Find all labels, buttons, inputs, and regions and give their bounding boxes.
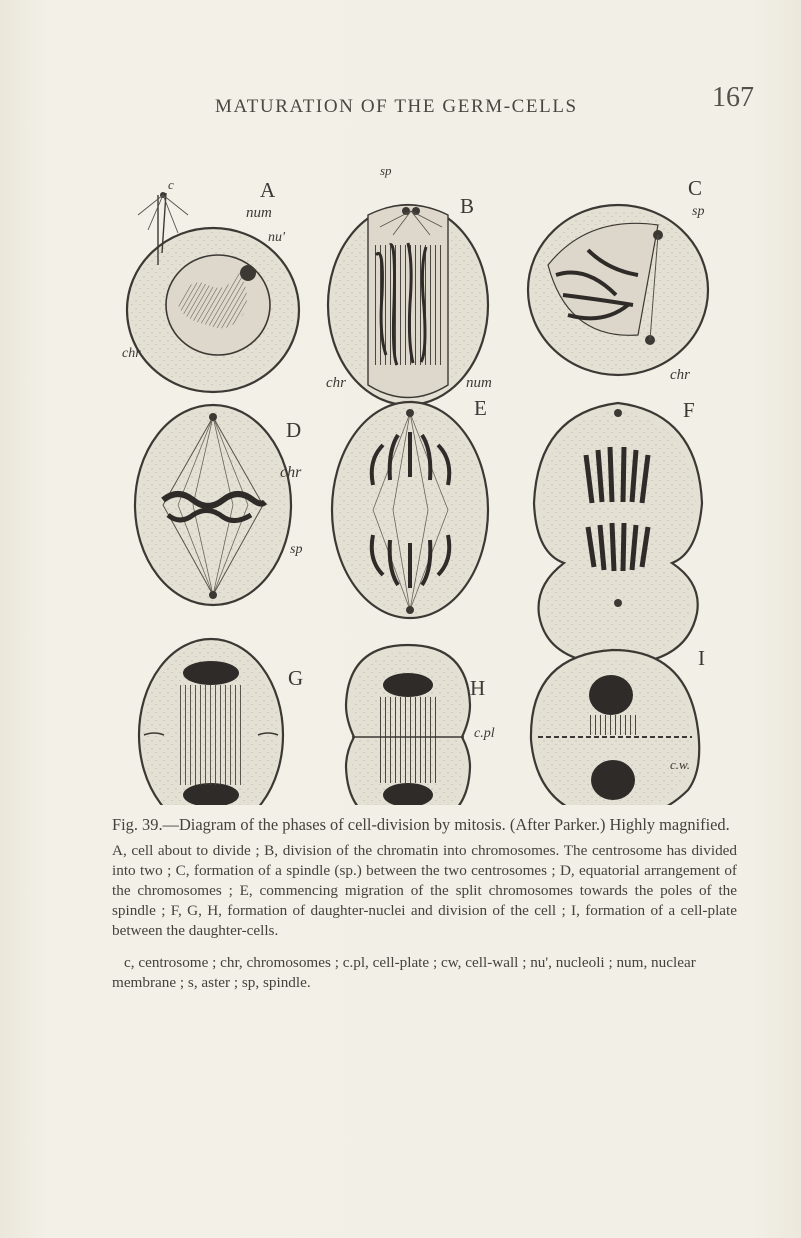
- panel-label-h: H: [470, 676, 486, 700]
- panel-c-cell: [528, 205, 708, 375]
- label-b-num: num: [466, 375, 492, 391]
- panel-label-g: G: [288, 666, 304, 690]
- label-b-chr: chr: [326, 375, 346, 391]
- panel-f-cell: [534, 403, 702, 665]
- panel-label-b: B: [460, 194, 475, 218]
- page-number: 167: [712, 82, 754, 113]
- label-d-chr: chr: [280, 464, 302, 481]
- panel-label-d: D: [286, 418, 302, 442]
- label-a-chr: chr: [122, 346, 141, 361]
- running-head: [0, 82, 801, 126]
- label-h-cpl: c.pl: [474, 726, 495, 741]
- panel-b-cell: [328, 205, 488, 405]
- label-d-sp: sp: [290, 542, 303, 557]
- panel-e-cell: [332, 402, 488, 618]
- label-b-sp: sp: [380, 163, 392, 178]
- panel-label-c: C: [688, 176, 703, 200]
- panel-label-f: F: [683, 398, 695, 422]
- caption-legend: c, centrosome ; chr, chromosomes ; c.pl, cell-plate ; cw, cell-wall ; nu', nucleoli ; num, nuclear membrane ; s, aster ; sp, spindle.: [112, 954, 696, 991]
- figure-caption: [112, 815, 737, 993]
- running-title: MATURATION OF THE GERM-CELLS: [215, 96, 578, 117]
- panel-d-cell: [135, 405, 291, 605]
- panel-i-cell: [531, 650, 699, 805]
- panel-g-cell: [139, 639, 283, 805]
- panel-label-e: E: [474, 396, 487, 420]
- mitosis-figure: [118, 155, 718, 805]
- panel-label-a: A: [260, 178, 276, 202]
- label-a-nucleoli: nu': [268, 230, 285, 245]
- label-a-num: num: [246, 205, 272, 221]
- label-c-chr: chr: [670, 367, 690, 383]
- panel-h-cell: [346, 645, 470, 805]
- label-c-sp: sp: [692, 204, 705, 219]
- panel-a-cell: [127, 192, 299, 392]
- caption-title: Fig. 39.—Diagram of the phases of cell-division by mitosis. (After Parker.) Highly magnified.: [112, 815, 730, 834]
- label-a-centrosome: c: [168, 177, 174, 192]
- caption-description: A, cell about to divide ; B, division of the chromatin into chromosomes. The centrosome has divided into two ; C, formation of a spindle (sp.) between the two centrosomes ; D, equatorial arrangement of the chromosomes ; E, commencing migration of the split chromosomes towards the poles of the spindle ; F, G, H, formation of daughter-nuclei and division of the cell ; I, formation of a cell-plate between the daughter-cells.: [112, 842, 737, 939]
- panel-label-i: I: [698, 646, 705, 670]
- label-i-cw: c.w.: [670, 757, 690, 772]
